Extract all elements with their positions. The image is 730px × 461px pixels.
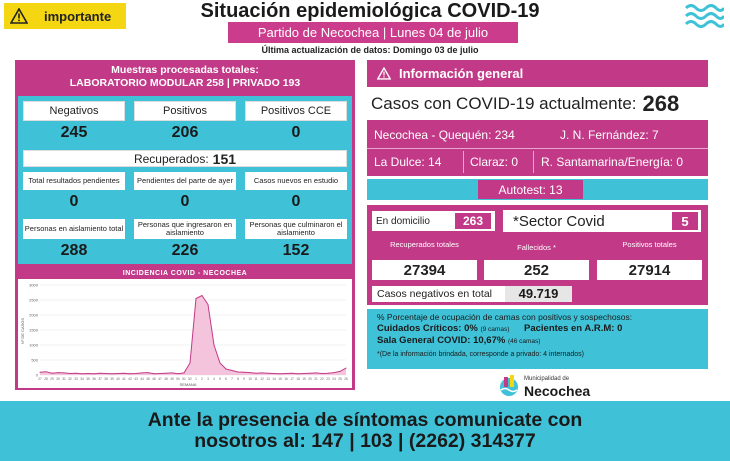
- chart-point: [340, 371, 341, 372]
- chart-xtick-label: 11: [254, 377, 258, 381]
- positivos-totales-label: Positivos totales: [622, 240, 677, 249]
- chart-xtick-label: 51: [182, 377, 186, 381]
- chart-xtick-label: 30: [56, 377, 60, 381]
- chart-xtick-label: 34: [80, 377, 84, 381]
- chart-xtick-label: 44: [140, 377, 144, 381]
- chart-xtick-label: 49: [170, 377, 174, 381]
- chart-xtick-label: 40: [116, 377, 120, 381]
- chart-xtick-label: 36: [92, 377, 96, 381]
- recuperados-row: [23, 150, 347, 167]
- active-cases-row: [367, 91, 708, 116]
- chart-point: [238, 372, 239, 373]
- important-label: importante: [44, 8, 112, 24]
- chart-point: [232, 370, 233, 371]
- nuevos-estudio-label: Casos nuevos en estudio: [245, 172, 347, 190]
- chart-point: [184, 372, 185, 373]
- page-subtitle: Partido de Necochea | Lunes 04 de julio: [228, 22, 518, 43]
- fallecidos-value: 252: [484, 260, 589, 280]
- chart-xtick-label: 26: [344, 377, 348, 381]
- aislamiento-total-label: Personas en aislamiento total: [23, 219, 125, 239]
- bed-occupancy: [367, 309, 708, 369]
- occupancy-criticos: Cuidados Críticos: 0%: [377, 323, 478, 334]
- chart-point: [58, 372, 59, 373]
- negativos-value: 245: [60, 124, 88, 141]
- chart-point: [100, 373, 101, 374]
- pendientes-ayer-label: Pendientes del parte de ayer: [134, 172, 236, 190]
- chart-xtick-label: 1: [195, 377, 197, 381]
- occupancy-footnote: *(De la información brindada, corresponde a privado: 4 internados): [377, 351, 585, 358]
- chart-point: [190, 363, 191, 364]
- chart-point: [250, 372, 251, 373]
- chart-point: [148, 372, 149, 373]
- nuevos-estudio-value: 0: [291, 193, 301, 210]
- chart-xtick-label: 52: [188, 377, 192, 381]
- chart-xtick-label: 32: [68, 377, 72, 381]
- negativos-total-label: Casos negativos en total: [377, 288, 492, 300]
- chart-point: [328, 373, 329, 374]
- chart-ytick-label: 500: [31, 357, 38, 363]
- chart-title: INCIDENCIA COVID - NECOCHEA: [18, 268, 352, 279]
- location-necochea: Necochea - Quequén: 234: [371, 124, 551, 146]
- active-cases-label: Casos con COVID-19 actualmente:: [371, 93, 637, 113]
- chart-point: [64, 372, 65, 373]
- chart-xtick-label: 48: [164, 377, 168, 381]
- chart-point: [52, 373, 53, 374]
- chart-xtick-label: 19: [302, 377, 306, 381]
- location-santamarina: R. Santamarina/Energía: 0: [541, 151, 706, 173]
- cce-label: Positivos CCE: [245, 101, 347, 121]
- chart-xtick-label: 15: [278, 377, 282, 381]
- divider: [463, 151, 464, 173]
- chart-ytick-label: 0: [35, 372, 38, 378]
- chart-point: [178, 373, 179, 374]
- chart-xtick-label: 12: [260, 377, 264, 381]
- contact-line1: Ante la presencia de síntomas comunicate con: [147, 409, 583, 431]
- chart-point: [202, 295, 203, 296]
- chart-xtick-label: 46: [152, 377, 156, 381]
- chart-xtick-label: 7: [231, 377, 233, 381]
- recuperados-totales-value: 27394: [372, 260, 477, 280]
- chart-point: [226, 369, 227, 370]
- chart-point: [292, 373, 293, 374]
- fallecidos-label: Fallecidos *: [517, 243, 556, 252]
- chart-xtick-label: 16: [284, 377, 288, 381]
- warning-icon: [377, 67, 391, 80]
- logo-big-text: Necochea: [524, 383, 591, 399]
- page-title: Situación epidemiológica COVID-19: [200, 0, 540, 22]
- chart-point: [280, 373, 281, 374]
- chart-xtick-label: 17: [290, 377, 294, 381]
- chart-point: [214, 345, 215, 346]
- chart-xtick-label: 22: [320, 377, 324, 381]
- location-dulce: La Dulce: 14: [371, 151, 461, 173]
- chart-point: [256, 373, 257, 374]
- chart-point: [70, 373, 71, 374]
- chart-xtick-label: 8: [237, 377, 239, 381]
- warning-icon: [4, 8, 34, 24]
- domicilio-label: En domicilio: [376, 215, 430, 227]
- chart-point: [208, 304, 209, 305]
- waves-icon: [684, 2, 724, 28]
- culminaron-label: Personas que culminaron el aislamiento: [245, 219, 347, 239]
- logo-small-text: Municipalidad de: [524, 376, 570, 382]
- chart-point: [304, 373, 305, 374]
- occupancy-criticos-note: (9 camas): [480, 326, 510, 333]
- chart-point: [130, 373, 131, 374]
- divider: [533, 151, 534, 173]
- domicilio-value: 263: [455, 213, 491, 229]
- chart-point: [262, 372, 263, 373]
- chart-point: [118, 373, 119, 374]
- chart-point: [160, 373, 161, 374]
- ingresaron-value: 226: [171, 242, 199, 259]
- chart-xlabel: SEMANA: [179, 382, 197, 387]
- samples-heading-line1: Muestras procesadas totales:: [111, 64, 259, 76]
- chart-point: [310, 373, 311, 374]
- chart-xtick-label: 47: [158, 377, 162, 381]
- active-cases-value: 268: [642, 90, 680, 116]
- pendientes-ayer-value: 0: [180, 193, 190, 210]
- chart-point: [166, 373, 167, 374]
- chart-xtick-label: 5: [219, 377, 221, 381]
- chart-xtick-label: 45: [146, 377, 150, 381]
- chart-point: [220, 363, 221, 364]
- chart-xtick-label: 13: [266, 377, 270, 381]
- chart-point: [88, 373, 89, 374]
- contact-line2: nosotros al: 147 | 103 | (2262) 314377: [194, 430, 536, 452]
- incidence-chart: [18, 279, 352, 388]
- location-claraz: Claraz: 0: [470, 151, 530, 173]
- chart-point: [46, 371, 47, 372]
- chart-xtick-label: 37: [98, 377, 102, 381]
- chart-point: [286, 373, 287, 374]
- last-updated: Última actualización de datos: Domingo 03 de julio: [261, 45, 479, 55]
- chart-point: [268, 373, 269, 374]
- chart-point: [244, 372, 245, 373]
- culminaron-value: 152: [282, 242, 310, 259]
- chart-xtick-label: 41: [122, 377, 126, 381]
- sector-value: 5: [672, 212, 698, 230]
- divider: [367, 148, 708, 149]
- chart-xtick-label: 24: [332, 377, 336, 381]
- chart-point: [154, 373, 155, 374]
- chart-xtick-label: 21: [314, 377, 318, 381]
- positivos-totales-value: 27914: [597, 260, 702, 280]
- chart-point: [82, 373, 83, 374]
- chart-xtick-label: 14: [272, 377, 276, 381]
- chart-point: [322, 373, 323, 374]
- chart-xtick-label: 38: [104, 377, 108, 381]
- recuperados-totales-label: Recuperados totales: [390, 240, 459, 249]
- chart-point: [76, 373, 77, 374]
- chart-point: [298, 373, 299, 374]
- occupancy-sala-row: [377, 335, 698, 347]
- aislamiento-total-value: 288: [60, 242, 88, 259]
- chart-point: [334, 372, 335, 373]
- samples-heading-line2: LABORATORIO MODULAR 258 | PRIVADO 193: [69, 77, 301, 89]
- chart-xtick-label: 27: [38, 377, 42, 381]
- chart-point: [124, 373, 125, 374]
- chart-point: [172, 372, 173, 373]
- info-header: [367, 60, 708, 87]
- sector-label: *Sector Covid: [513, 212, 605, 230]
- chart-xtick-label: 31: [62, 377, 66, 381]
- chart-point: [316, 372, 317, 373]
- chart-ytick-label: 1000: [29, 342, 38, 348]
- chart-point: [112, 373, 113, 374]
- location-fernandez: J. N. Fernández: 7: [560, 124, 700, 146]
- contact-banner: [0, 401, 730, 461]
- chart-ytick-label: 2000: [29, 312, 38, 318]
- cce-value: 0: [291, 124, 301, 141]
- occupancy-arm: Pacientes en A.R.M: 0: [524, 323, 623, 334]
- occupancy-sala-note: (46 camas): [507, 338, 541, 345]
- positivos-value: 206: [171, 124, 199, 141]
- pendientes-total-value: 0: [69, 193, 79, 210]
- chart-xtick-label: 10: [248, 377, 252, 381]
- chart-xtick-label: 25: [338, 377, 342, 381]
- chart-point: [40, 372, 41, 373]
- chart-point: [94, 373, 95, 374]
- occupancy-criticos-row: [377, 323, 698, 335]
- negativos-total-value: 49.719: [505, 286, 572, 302]
- municipality-logo: [498, 370, 608, 400]
- chart-xtick-label: 42: [128, 377, 132, 381]
- recuperados-label: Recuperados:: [133, 151, 209, 166]
- chart-xtick-label: 29: [50, 377, 54, 381]
- chart-xtick-label: 20: [308, 377, 312, 381]
- occupancy-title: % Porcentaje de ocupación de camas con positivos y sospechosos:: [377, 312, 633, 322]
- chart-xtick-label: 9: [243, 377, 245, 381]
- chart-xtick-label: 50: [176, 377, 180, 381]
- municipality-emblem-icon: [498, 372, 520, 398]
- chart-ytick-label: 3000: [29, 282, 38, 288]
- info-title: Información general: [399, 66, 524, 81]
- chart-point: [142, 372, 143, 373]
- chart-xtick-label: 18: [296, 377, 300, 381]
- chart-xtick-label: 39: [110, 377, 114, 381]
- occupancy-sala: Sala General COVID: 10,67%: [377, 335, 506, 346]
- chart-point: [346, 368, 347, 369]
- logo-text: [524, 373, 590, 397]
- chart-xtick-label: 4: [213, 377, 215, 381]
- chart-point: [106, 373, 107, 374]
- important-badge: [4, 3, 126, 29]
- chart-xtick-label: 2: [201, 377, 203, 381]
- chart-xtick-label: 3: [207, 377, 209, 381]
- autotest: Autotest: 13: [478, 180, 583, 199]
- chart-xtick-label: 28: [44, 377, 48, 381]
- chart-ytick-label: 1500: [29, 327, 38, 333]
- chart-xtick-label: 23: [326, 377, 330, 381]
- chart-xtick-label: 33: [74, 377, 78, 381]
- chart-ytick-label: 2500: [29, 297, 38, 303]
- chart-ylabel: Nº DE CASOS: [20, 317, 25, 345]
- samples-heading: [15, 64, 355, 90]
- chart-xtick-label: 6: [225, 377, 227, 381]
- chart-point: [196, 298, 197, 299]
- chart-xtick-label: 43: [134, 377, 138, 381]
- pendientes-total-label: Total resultados pendientes: [23, 172, 125, 190]
- recuperados-value: 151: [212, 150, 237, 167]
- chart-point: [274, 373, 275, 374]
- negativos-label: Negativos: [23, 101, 125, 121]
- chart-xtick-label: 35: [86, 377, 90, 381]
- positivos-label: Positivos: [134, 101, 236, 121]
- chart-point: [136, 373, 137, 374]
- ingresaron-label: Personas que ingresaron en aislamiento: [134, 219, 236, 239]
